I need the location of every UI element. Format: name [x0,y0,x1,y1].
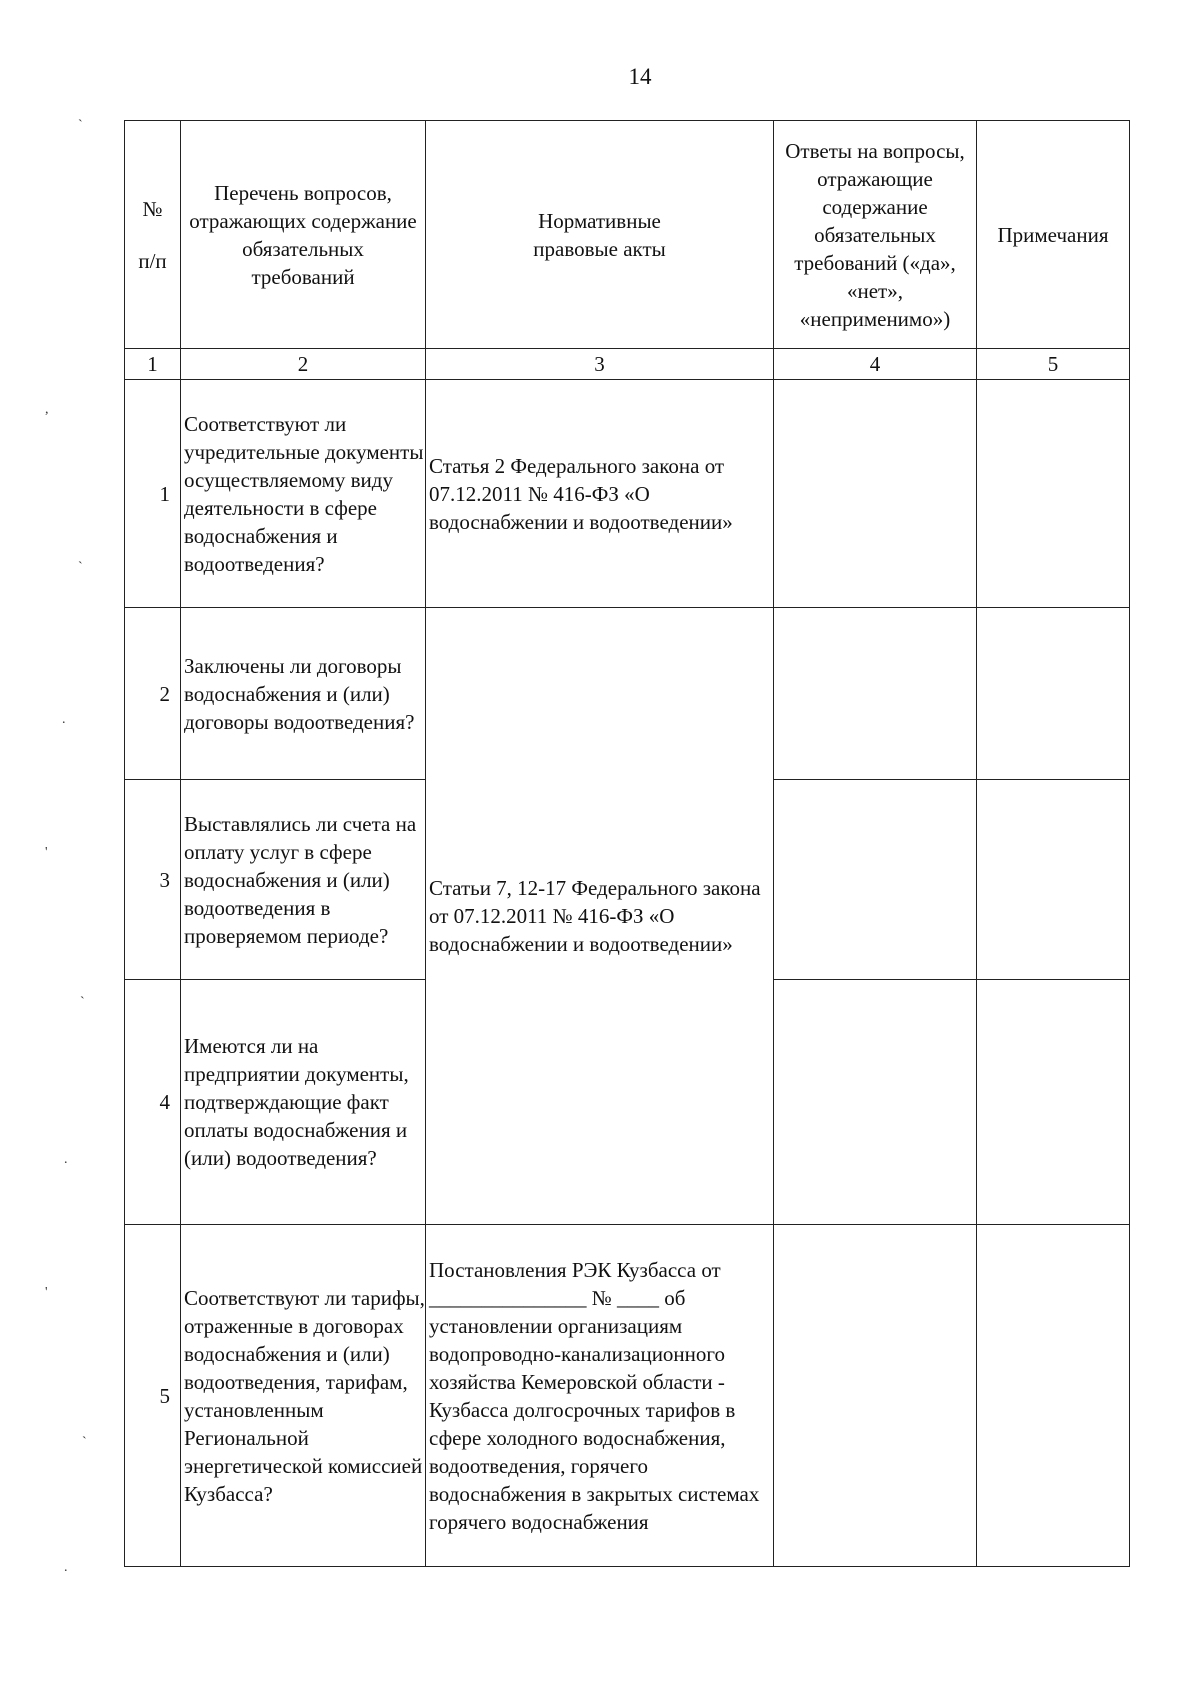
header-act: Нормативные правовые акты [426,121,774,349]
row-number: 2 [125,608,181,780]
row-question: Соответствуют ли учредительные документы осуществляемому виду деятельности в сфере водоснабжения и водоотведения? [181,380,426,608]
row-act: Постановления РЭК Кузбасса от _______________ № ____ об установлении организациям водопроводно-канализационного хозяйства Кемеровской области - Кузбасса долгосрочных тарифов в сфере холодного водоснабжения, водоотведения, горячего водоснабжения в закрытых системах горячего водоснабжения [426,1225,774,1567]
table-row [125,608,1130,780]
row-act-merged: Статьи 7, 12-17 Федерального закона от 07.12.2011 № 416-ФЗ «О водоснабжении и водоотведении» [426,608,774,1225]
header-answer: Ответы на вопросы, отражающие содержание обязательных требований («да», «нет», «неприменимо») [774,121,977,349]
column-number-row [125,349,1130,380]
column-number: 4 [774,349,977,380]
column-number: 2 [181,349,426,380]
answer-cell[interactable] [774,1225,977,1567]
column-number: 5 [977,349,1130,380]
notes-cell[interactable] [977,980,1130,1225]
row-act: Статья 2 Федерального закона от 07.12.2011 № 416-ФЗ «О водоснабжении и водоотведении» [426,380,774,608]
notes-cell[interactable] [977,380,1130,608]
row-question: Соответствуют ли тарифы, отраженные в договорах водоснабжения и (или) водоотведения, тарифам, установленным Региональной энергетической комиссией Кузбасса? [181,1225,426,1567]
row-question: Выставлялись ли счета на оплату услуг в сфере водоснабжения и (или) водоотведения в проверяемом периоде? [181,780,426,980]
row-number: 5 [125,1225,181,1567]
row-number: 3 [125,780,181,980]
header-number: № п/п [125,121,181,349]
column-number: 1 [125,349,181,380]
header-question: Перечень вопросов, отражающих содержание обязательных требований [181,121,426,349]
notes-cell[interactable] [977,1225,1130,1567]
row-question: Имеются ли на предприятии документы, подтверждающие факт оплаты водоснабжения и (или) водоотведения? [181,980,426,1225]
row-question: Заключены ли договоры водоснабжения и (или) договоры водоотведения? [181,608,426,780]
header-notes: Примечания [977,121,1130,349]
notes-cell[interactable] [977,780,1130,980]
row-number: 4 [125,980,181,1225]
page-number: 14 [628,64,652,89]
row-number: 1 [125,380,181,608]
column-number: 3 [426,349,774,380]
table-row [125,1225,1130,1567]
answer-cell[interactable] [774,608,977,780]
header-row [125,121,1130,349]
answer-cell[interactable] [774,380,977,608]
answer-cell[interactable] [774,780,977,980]
answer-cell[interactable] [774,980,977,1225]
notes-cell[interactable] [977,608,1130,780]
table-row [125,380,1130,608]
checklist-table [124,120,1130,1567]
